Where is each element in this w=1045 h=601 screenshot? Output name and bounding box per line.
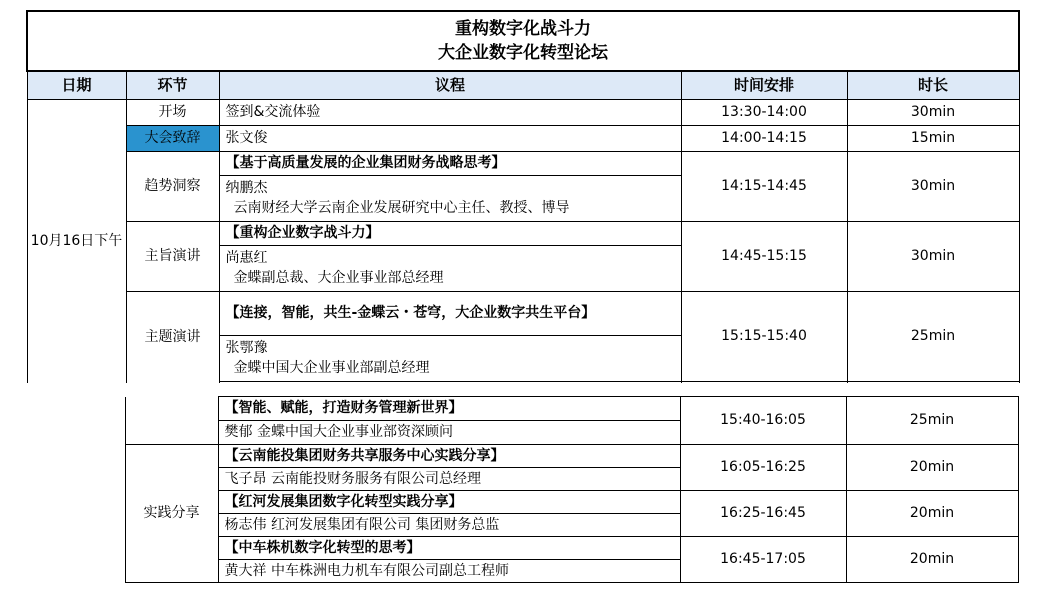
speaker-name: 张鄂豫 — [225, 340, 268, 356]
table-row — [27, 151, 1019, 175]
time-cell: 14:45-15:15 — [681, 221, 847, 291]
duration-cell: 30min — [847, 221, 1019, 291]
topic-cell: 【连接，智能，共生-金蝶云・苍穹，大企业数字共生平台】 — [219, 291, 681, 335]
speaker-title: 金蝶副总裁、大企业事业部总经理 — [233, 270, 444, 286]
time-cell: 16:25-16:45 — [680, 491, 846, 537]
duration-cell: 30min — [847, 151, 1019, 221]
header-agenda: 议程 — [219, 71, 681, 99]
time-cell: 14:15-14:45 — [681, 151, 847, 221]
duration-cell: 25min — [847, 291, 1019, 381]
agenda-table-upper — [26, 10, 1020, 383]
table-row — [27, 125, 1019, 151]
speaker-name: 纳鹏杰 — [225, 180, 268, 196]
time-cell: 13:30-14:00 — [681, 99, 847, 125]
section-cell: 趋势洞察 — [126, 151, 219, 221]
forum-title — [27, 11, 1019, 71]
header-row — [27, 71, 1019, 99]
header-duration: 时长 — [847, 71, 1019, 99]
time-cell: 16:45-17:05 — [680, 537, 846, 583]
section-cell: 开场 — [126, 99, 219, 125]
duration-cell: 25min — [846, 397, 1018, 445]
table-row — [26, 397, 1018, 421]
topic-cell: 【红河发展集团数字化转型实践分享】 — [218, 491, 680, 514]
topic-cell: 【云南能投集团财务共享服务中心实践分享】 — [218, 445, 680, 468]
table-row — [27, 291, 1019, 335]
speaker-cell — [219, 245, 681, 291]
section-cell: 主题演讲 — [126, 291, 219, 383]
section-cell-highlighted[interactable]: 大会致辞 — [126, 125, 219, 151]
duration-cell: 20min — [846, 537, 1018, 583]
duration-cell: 15min — [847, 125, 1019, 151]
section-cell-continued — [125, 397, 218, 445]
topic-cell: 【基于高质量发展的企业集团财务战略思考】 — [219, 151, 681, 175]
speaker-cell: 杨志伟 红河发展集团有限公司 集团财务总监 — [218, 514, 680, 537]
speaker-title: 金蝶中国大企业事业部副总经理 — [233, 360, 430, 376]
date-cell: 10月16日下午 — [27, 99, 126, 383]
duration-cell: 20min — [846, 491, 1018, 537]
section-cell: 实践分享 — [125, 445, 218, 583]
table-row — [27, 221, 1019, 245]
date-cell-continued — [26, 397, 125, 583]
title-line-2: 大企业数字化转型论坛 — [438, 43, 608, 63]
time-cell: 14:00-14:15 — [681, 125, 847, 151]
header-date: 日期 — [27, 71, 126, 99]
table-row — [26, 445, 1018, 468]
section-cell: 主旨演讲 — [126, 221, 219, 291]
speaker-cell — [219, 175, 681, 221]
time-cell: 16:05-16:25 — [680, 445, 846, 491]
duration-cell: 30min — [847, 99, 1019, 125]
speaker-cell: 黄大祥 中车株洲电力机车有限公司副总工程师 — [218, 560, 680, 583]
speaker-title: 云南财经大学云南企业发展研究中心主任、教授、博导 — [233, 200, 570, 216]
speaker-cell — [219, 335, 681, 381]
topic-cell: 【重构企业数字战斗力】 — [219, 221, 681, 245]
header-section: 环节 — [126, 71, 219, 99]
speaker-name: 尚惠红 — [225, 250, 268, 266]
speaker-cell: 飞子昂 云南能投财务服务有限公司总经理 — [218, 468, 680, 491]
table-row — [27, 99, 1019, 125]
duration-cell: 20min — [846, 445, 1018, 491]
agenda-cell: 签到&交流体验 — [219, 99, 681, 125]
title-line-1: 重构数字化战斗力 — [455, 19, 591, 39]
agenda-cell: 张文俊 — [219, 125, 681, 151]
header-time: 时间安排 — [681, 71, 847, 99]
topic-cell: 【中车株机数字化转型的思考】 — [218, 537, 680, 560]
time-cell: 15:40-16:05 — [680, 397, 846, 445]
time-cell: 15:15-15:40 — [681, 291, 847, 381]
topic-cell: 【智能、赋能，打造财务管理新世界】 — [218, 397, 680, 421]
agenda-table-lower — [26, 396, 1019, 583]
speaker-cell: 樊郁 金蝶中国大企业事业部资深顾问 — [218, 421, 680, 445]
